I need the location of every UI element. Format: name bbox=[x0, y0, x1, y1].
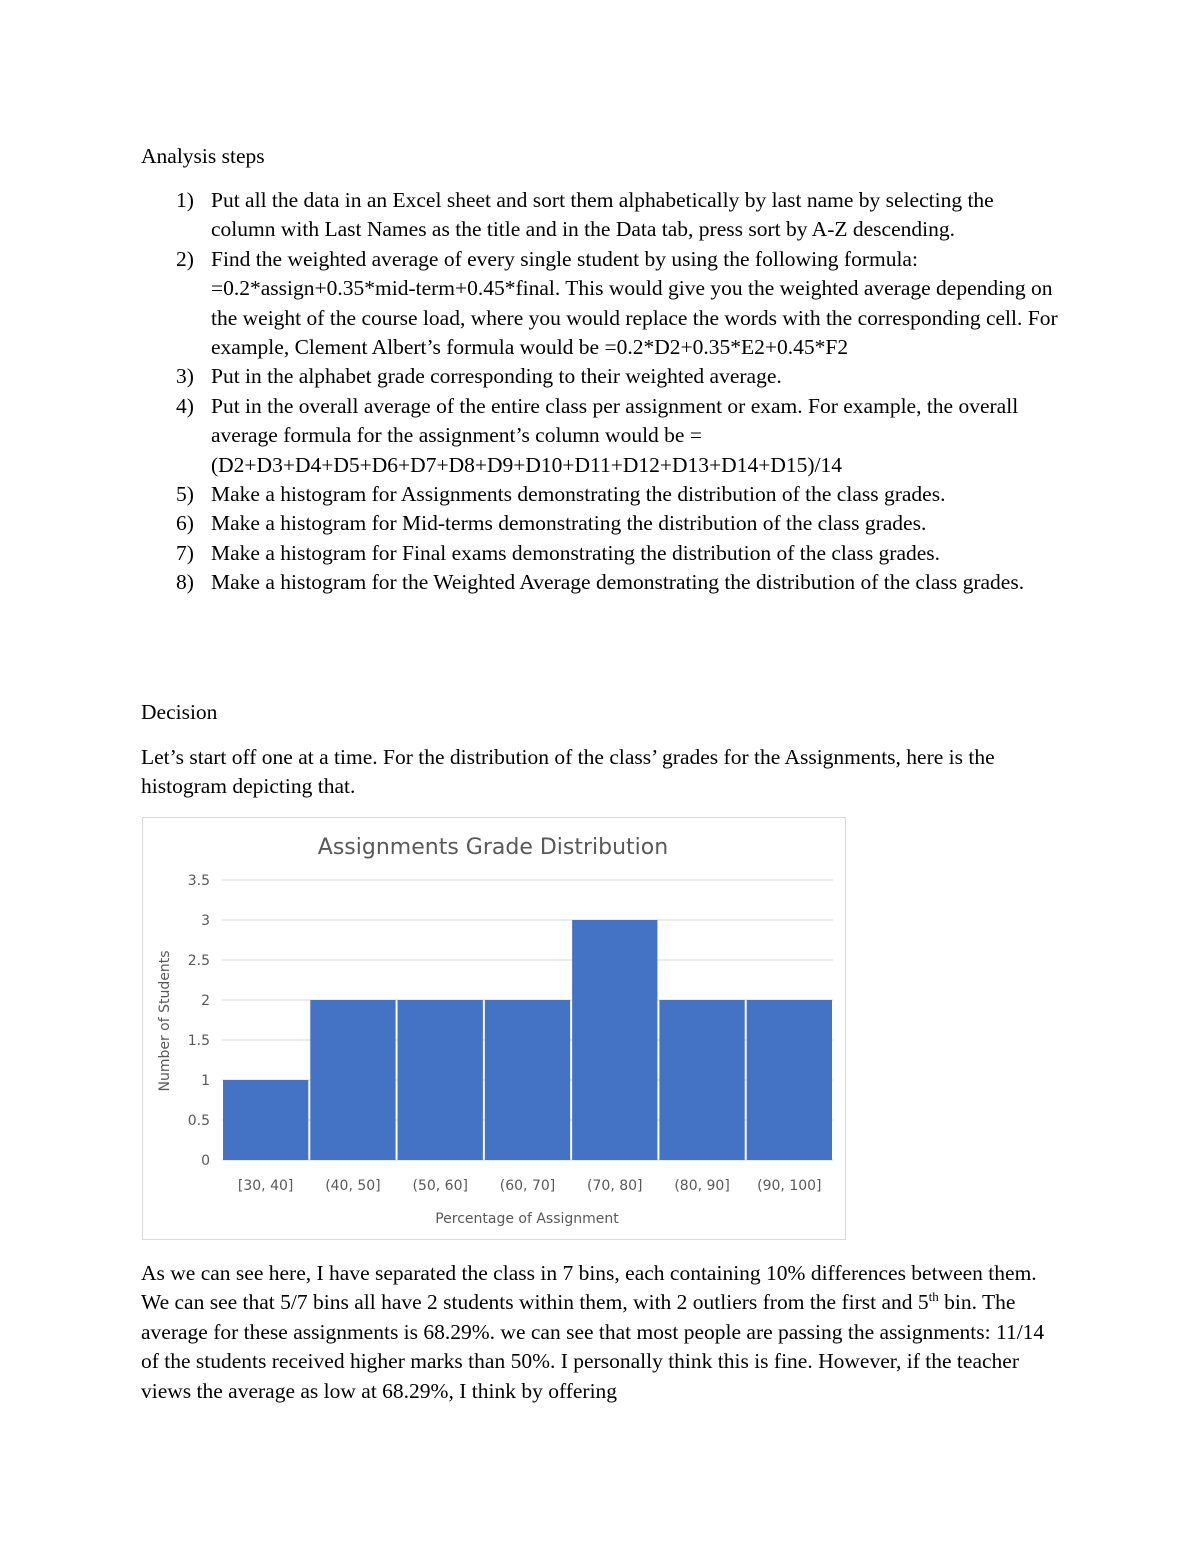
histogram-bar bbox=[398, 1000, 483, 1160]
step-number: 7) bbox=[176, 540, 194, 565]
step-number: 1) bbox=[176, 188, 194, 212]
conclusion-text-2: bin. The average for these assignments is 68.29%. we can see that most people are passing the assignments: 11/14 of the students received higher marks than 50%. I personally think this is fine. However, if the teacher views the average as low at 68.29%, I think by offering bbox=[141, 1290, 1045, 1403]
histogram-svg bbox=[143, 818, 847, 1241]
step-text: Put in the overall average of the entire class per assignment or exam. For example, the overall average formula for the assignment’s column would be =(D2+D3+D4+D5+D6+D7+D8+D9+D10+D11+D12+D13+D14+D15)/14 bbox=[211, 393, 1019, 477]
step-item bbox=[141, 539, 1061, 568]
step-item bbox=[141, 392, 1061, 480]
decision-heading: Decision bbox=[141, 700, 218, 724]
histogram-bar bbox=[310, 1000, 395, 1160]
x-axis-label: Percentage of Assignment bbox=[435, 1211, 619, 1227]
step-item bbox=[141, 509, 1061, 538]
chart-title: Assignments Grade Distribution bbox=[317, 835, 669, 860]
x-tick-label: [30, 40] bbox=[237, 1178, 294, 1194]
x-tick-label: (60, 70] bbox=[499, 1178, 556, 1194]
step-text: Make a histogram for Assignments demonstrating the distribution of the class grades. bbox=[211, 482, 946, 507]
step-text: Find the weighted average of every single student by using the following formula: =0.2*assign+0.35*mid-term+0.45*final. This would give you the weighted average depending on the weight of the course load, where you would replace the words with the corresponding cell. For example, Clement Albert’s formula would be =0.2*D2+0.35*E2+0.45*F2 bbox=[211, 246, 1058, 360]
bars bbox=[223, 920, 832, 1160]
step-item bbox=[141, 480, 1061, 509]
y-tick-label: 3 bbox=[201, 913, 210, 929]
ordinal-suffix: th bbox=[928, 1289, 939, 1305]
histogram-bar bbox=[485, 1000, 570, 1160]
y-axis-label: Number of Students bbox=[157, 950, 173, 1092]
y-tick-labels bbox=[188, 873, 210, 1169]
y-tick-label: 1 bbox=[201, 1073, 210, 1089]
step-text: Put all the data in an Excel sheet and sort them alphabetically by last name by selecting the column with Last Names as the title and in the Data tab, press sort by A-Z descending. bbox=[211, 188, 994, 242]
step-number: 3) bbox=[176, 364, 194, 389]
step-text: Make a histogram for the Weighted Average demonstrating the distribution of the class grades. bbox=[211, 570, 1025, 595]
x-tick-label: (80, 90] bbox=[674, 1178, 730, 1194]
histogram-bar bbox=[572, 920, 657, 1160]
y-tick-label: 3.5 bbox=[187, 873, 210, 889]
x-tick-label: (50, 60] bbox=[412, 1178, 468, 1194]
histogram-bar bbox=[223, 1080, 308, 1160]
conclusion-text-1: As we can see here, I have separated the class in 7 bins, each containing 10% differences between them. We can see that 5/7 bins all have 2 students within them, with 2 outliers from the first and 5 bbox=[141, 1261, 1037, 1315]
step-item bbox=[141, 362, 1061, 391]
step-text: Put in the alphabet grade corresponding to their weighted average. bbox=[211, 364, 782, 389]
step-item bbox=[141, 568, 1061, 597]
step-text: Make a histogram for Final exams demonstrating the distribution of the class grades. bbox=[211, 540, 941, 565]
x-tick-label: (90, 100] bbox=[757, 1178, 822, 1194]
y-tick-label: 0.5 bbox=[187, 1113, 210, 1129]
histogram-bar bbox=[659, 1000, 744, 1160]
step-number: 6) bbox=[176, 511, 194, 536]
x-tick-labels bbox=[238, 1178, 822, 1194]
y-tick-label: 2 bbox=[201, 993, 210, 1009]
analysis-heading: Analysis steps bbox=[141, 144, 265, 168]
step-number: 2) bbox=[176, 246, 194, 271]
step-number: 4) bbox=[176, 393, 194, 418]
step-item bbox=[141, 245, 1061, 363]
decision-intro: Let’s start off one at a time. For the distribution of the class’ grades for the Assignments, here is the histogram depicting that. bbox=[141, 745, 995, 799]
x-tick-label: (70, 80] bbox=[587, 1178, 643, 1194]
y-tick-label: 2.5 bbox=[187, 953, 210, 969]
y-tick-label: 0 bbox=[201, 1153, 210, 1169]
histogram-bar bbox=[747, 1000, 832, 1160]
y-tick-label: 1.5 bbox=[187, 1033, 210, 1049]
histogram-chart bbox=[142, 817, 846, 1240]
x-tick-label: (40, 50] bbox=[325, 1178, 381, 1194]
step-number: 5) bbox=[176, 482, 194, 507]
analysis-steps-list bbox=[141, 186, 1061, 598]
conclusion-paragraph bbox=[141, 1259, 1061, 1406]
step-item bbox=[141, 186, 1061, 245]
step-text: Make a histogram for Mid-terms demonstrating the distribution of the class grades. bbox=[211, 511, 927, 536]
step-number: 8) bbox=[176, 570, 194, 595]
